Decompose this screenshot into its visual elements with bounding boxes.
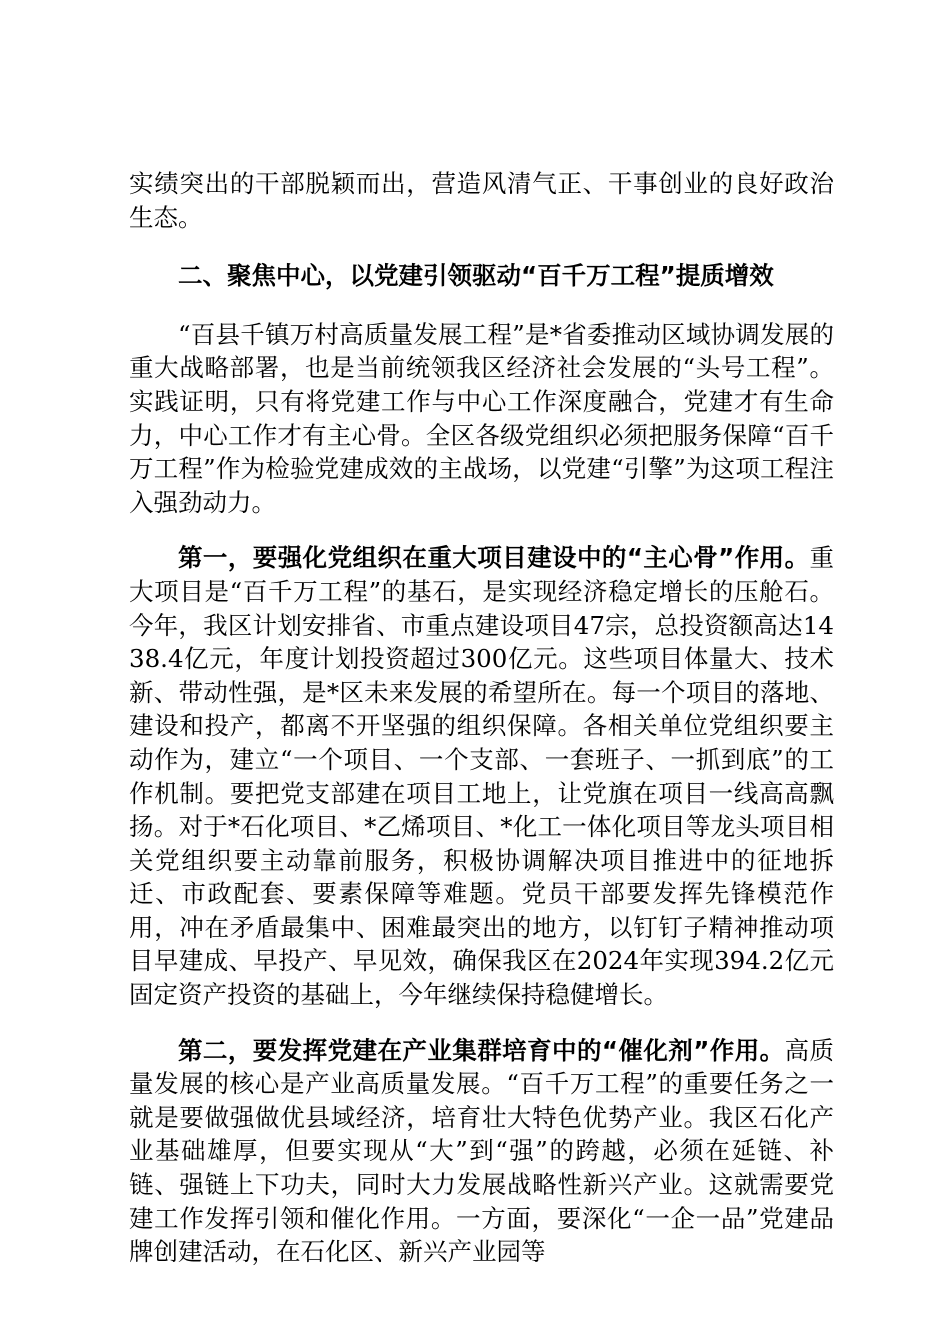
paragraph-second-point — [129, 1034, 834, 1269]
first-point-lead: 第一，要强化党组织在重大项目建设中的“主心骨”作用。 — [178, 543, 810, 573]
paragraph-first-point — [129, 541, 834, 1011]
paragraph-continued: 实绩突出的干部脱颖而出，营造风清气正、干事创业的良好政治生态。 — [129, 169, 834, 232]
document-body — [129, 167, 834, 1269]
second-point-body: 高质量发展的核心是产业高质量发展。“百千万工程”的重要任务之一就是要做强做优县域经济，培育壮大特色优势产业。我区石化产业基础雄厚，但要实现从“大”到“强”的跨越，必须在延链、补链、强链上下功夫，同时大力发展战略性新兴产业。这就需要党建工作发挥引领和催化作用。一方面，要深化“一企一品”党建品牌创建活动，在石化区、新兴产业园等 — [129, 1035, 835, 1267]
second-point-lead: 第二，要发挥党建在产业集群培育中的“催化剂”作用。 — [178, 1035, 785, 1065]
first-point-body: 重大项目是“百千万工程”的基石，是实现经济稳定增长的压舱石。今年，我区计划安排省、市重点建设项目47宗，总投资额高达1438.4亿元，年度计划投资超过300亿元。这些项目体量大、技术新、带动性强，是*区未来发展的希望所在。每一个项目的落地、建设和投产，都离不开坚强的组织保障。各相关单位党组织要主动作为，建立“一个项目、一个支部、一套班子、一抓到底”的工作机制。要把党支部建在项目工地上，让党旗在项目一线高高飘扬。对于*石化项目、*乙烯项目、*化工一体化项目等龙头项目相关党组织要主动靠前服务，积极协调解决项目推进中的征地拆迁、市政配套、要素保障等难题。党员干部要发挥先锋模范作用，冲在矛盾最集中、困难最突出的地方，以钉钉子精神推动项目早建成、早投产、早见效，确保我区在2024年实现394.2亿元固定资产投资的基础上，今年继续保持稳健增长。 — [129, 543, 834, 1010]
paragraph-intro: “百县千镇万村高质量发展工程”是*省委推动区域协调发展的重大战略部署，也是当前统领我区经济社会发展的“头号工程”。实践证明，只有将党建工作与中心工作深度融合，党建才有生命力，中心工作才有主心骨。全区各级党组织必须把服务保障“百千万工程”作为检验党建成效的主战场，以党建“引擎”为这项工程注入强劲动力。 — [129, 319, 834, 517]
section-heading: 二、聚焦中心，以党建引领驱动“百千万工程”提质增效 — [178, 261, 774, 291]
